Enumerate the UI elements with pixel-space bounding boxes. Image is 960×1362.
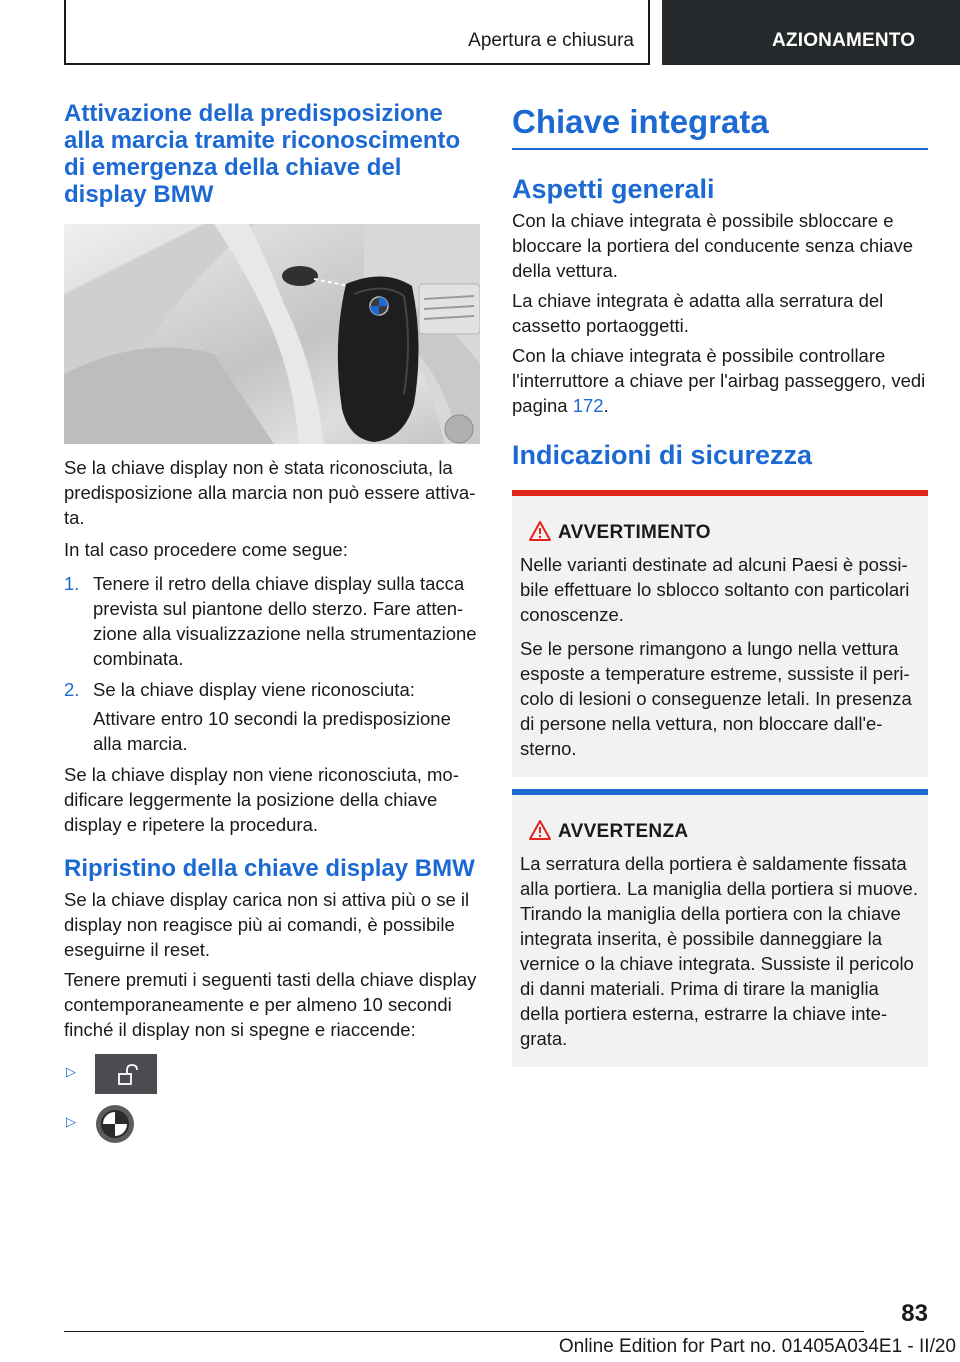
step-1 (64, 571, 480, 671)
fallback-paragraph: Se la chiave display non viene riconosciuta, modificare leggermente la posizione della chiave display e ripetere la procedura. (64, 764, 459, 835)
step-2 (64, 677, 480, 702)
page-number: 83 (901, 1300, 928, 1327)
emergency-detection-heading: Attivazione della predisposizione alla marcia tramite riconoscimento di emergenza della chiave del display BMW (64, 100, 461, 208)
warning-triangle-icon (528, 520, 552, 542)
unlock-key-icon (95, 1054, 157, 1094)
reset-paragraph-2: Tenere premuti i seguenti tasti della chiave display contemporaneamente e per almeno 10 secondi finché il display non si spegne e riaccende: (64, 969, 477, 1040)
procedure-lead: In tal caso procedere come segue: (64, 539, 348, 560)
warning-label: AVVERTIMENTO (558, 522, 711, 543)
left-column (64, 100, 480, 1154)
bullet-marker: ▷ (66, 1064, 76, 1079)
step-text: Se la chiave display viene riconosciuta: (93, 679, 415, 700)
warning-paragraph-1: Nelle varianti destinate ad alcuni Paesi è possibile effettuare lo sblocco soltanto con particolari conoscenze. (520, 554, 910, 625)
general-paragraph-2: La chiave integrata è adatta alla serratura del cassetto portaoggetti. (512, 290, 884, 336)
reset-heading: Ripristino della chiave display BMW (64, 855, 475, 882)
intro-paragraph: Se la chiave display non è stata riconosciuta, la predisposizione alla marcia non può essere attivata. (64, 457, 476, 528)
edition-note: Online Edition for Part no. 01405A034E1 - II/20 (558, 1336, 956, 1357)
warning-triangle-icon (528, 819, 552, 841)
bmw-button-item (64, 1104, 480, 1154)
warning-title (520, 518, 920, 548)
step-number: 1. (64, 573, 80, 594)
footer-rule (64, 1331, 864, 1332)
bmw-logo-icon (95, 1104, 135, 1144)
notice-label: AVVERTENZA (558, 821, 689, 842)
warning-box (512, 490, 928, 777)
step-number: 2. (64, 679, 80, 700)
page-link[interactable]: 172 (572, 395, 604, 416)
right-column (512, 100, 928, 1067)
section-title: Apertura e chiusura (468, 30, 634, 51)
step-text: Tenere il retro della chiave display sulla tacca prevista sul piantone dello sterzo. Fare attenzione alla visualizzazione nella strumentazione combinata. (93, 573, 477, 669)
reset-paragraph-1: Se la chiave display carica non si attiva più o se il display non reagisce più ai comandi, è possibile eseguirne il reset. (64, 889, 470, 960)
page-title: Chiave integrata (512, 100, 928, 150)
step-2-detail: Attivare entro 10 secondi la predisposizione alla marcia. (93, 708, 451, 754)
chapter-tab (662, 0, 960, 65)
display-key-photo (64, 224, 480, 444)
notice-title (520, 817, 920, 847)
unlock-button-item (64, 1054, 480, 1104)
general-paragraph-3-text: Con la chiave integrata è possibile controllare l'interruttore a chiave per l'airbag passeggero, vedi pagina (512, 345, 926, 416)
warning-paragraph-2: Se le persone rimangono a lungo nella vettura esposte a temperature estreme, sussiste il pericolo di lesioni o conseguenze letali. In presenza di persone nella vettura, non bloccare dall'esterno. (520, 638, 912, 759)
period: . (603, 395, 609, 416)
general-paragraph-1: Con la chiave integrata è possibile sbloccare e bloccare la portiera del conducente senza chiave della vettura. (512, 210, 914, 281)
safety-heading: Indicazioni di sicurezza (512, 440, 813, 470)
notice-box (512, 789, 928, 1067)
running-header (64, 0, 650, 65)
chapter-title: AZIONAMENTO (772, 30, 916, 51)
general-paragraph-3 (512, 343, 928, 418)
general-heading: Aspetti generali (512, 174, 715, 204)
notice-paragraph: La serratura della portiera è saldamente fissata alla portiera. La maniglia della portiera si muove. Tirando la maniglia della portiera con la chiave integrata inserita, è possibile danneggiare la vernice o la chiave integrata. Sussiste il pericolo di danni materiali. Prima di tirare la maniglia della portiera esterna, estrarre la chiave integrata. (520, 853, 918, 1049)
bullet-marker: ▷ (66, 1114, 76, 1129)
